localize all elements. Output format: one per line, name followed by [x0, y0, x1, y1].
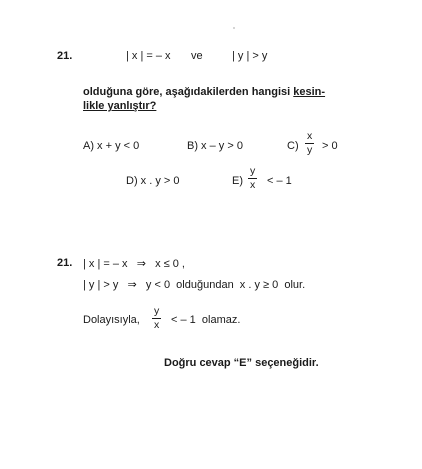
question-prompt-line2: likle yanlıştır? — [83, 100, 157, 112]
option-e-fraction — [248, 166, 257, 191]
option-c-numerator: x — [307, 130, 313, 142]
option-e-relation: < – 1 — [267, 175, 292, 187]
given-abs-x: | x | = – x — [126, 50, 171, 62]
solution-answer: Doğru cevap “E” seçeneğidir. — [164, 357, 319, 369]
question-prompt-line1 — [83, 86, 325, 98]
solution-line3-relation: < – 1 olamaz. — [171, 314, 241, 326]
solution-fraction — [152, 306, 161, 331]
solution-numerator: y — [154, 305, 160, 317]
scan-speck — [233, 27, 235, 29]
solution-line3-text: Dolayısıyla, — [83, 314, 140, 326]
solution-line1: | x | = – x ⇒ x ≤ 0 , — [83, 258, 185, 270]
solution-denominator: x — [154, 319, 160, 331]
option-a: A) x + y < 0 — [83, 140, 140, 152]
question-number: 21. — [57, 50, 73, 62]
solution-line2: | y | > y ⇒ y < 0 olduğundan x . y ≥ 0 olur. — [83, 279, 306, 291]
given-connector: ve — [191, 50, 203, 62]
option-c-label: C) — [287, 140, 299, 152]
option-c-fraction — [305, 131, 314, 156]
option-d: D) x . y > 0 — [126, 175, 180, 187]
prompt-text: olduğuna göre, aşağıdakilerden hangisi — [83, 86, 294, 98]
option-e-label: E) — [232, 175, 243, 187]
option-e-denominator: x — [250, 179, 256, 191]
option-e-numerator: y — [250, 165, 256, 177]
option-b: B) x – y > 0 — [187, 140, 243, 152]
prompt-emphasis: kesin- — [293, 86, 326, 98]
option-c-denominator: y — [307, 144, 313, 156]
solution-number: 21. — [57, 257, 73, 269]
option-c-relation: > 0 — [322, 140, 338, 152]
given-abs-y: | y | > y — [232, 50, 268, 62]
